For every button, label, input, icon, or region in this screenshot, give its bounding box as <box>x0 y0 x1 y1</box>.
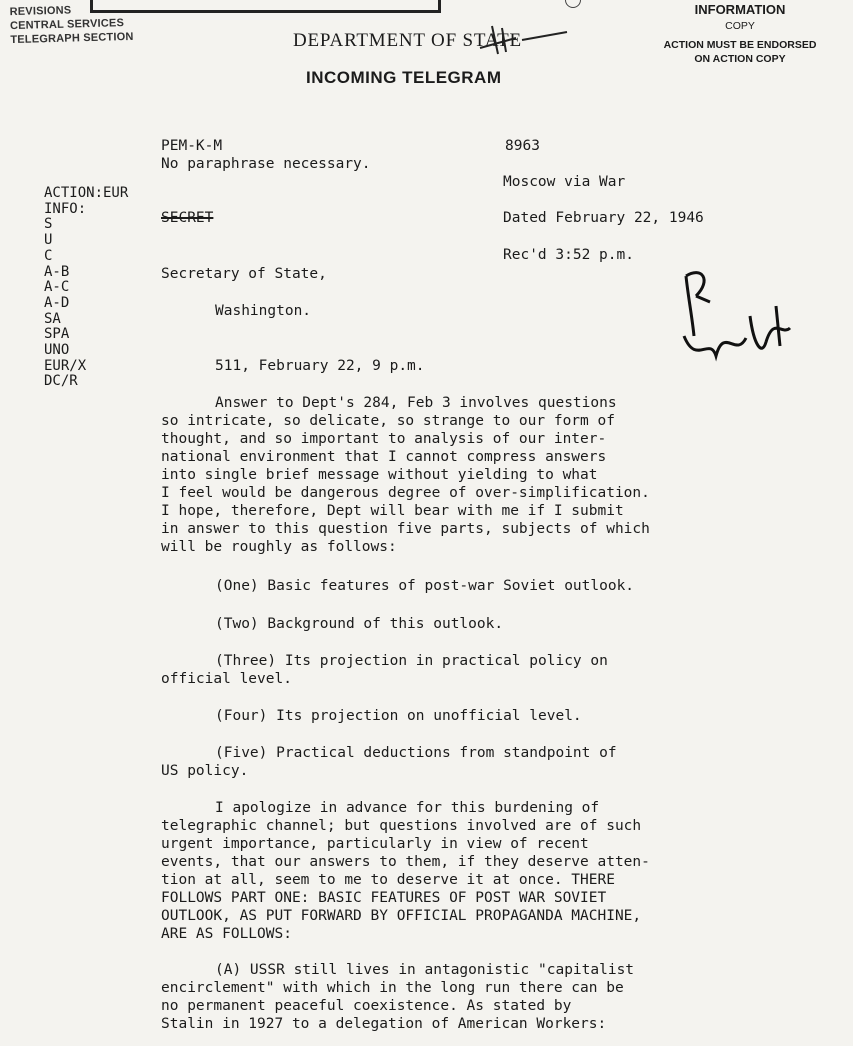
body-line: in answer to this question five parts, subjects of which <box>161 521 650 537</box>
list-item: (Two) Background of this outlook. <box>215 616 504 632</box>
list-item: (Three) Its projection in practical policy on <box>215 653 608 669</box>
routing-item: SPA <box>44 326 70 343</box>
info-action-line: ACTION MUST BE ENDORSED <box>663 39 817 51</box>
routing-item: C <box>44 247 53 264</box>
routing-item: UNO <box>44 342 70 359</box>
body-line: Stalin in 1927 to a delegation of American Workers: <box>161 1016 607 1032</box>
city-line: Washington. <box>215 303 312 319</box>
body-line: urgent importance, particularly in view of recent <box>161 836 589 852</box>
stamp-line: CENTRAL SERVICES <box>9 17 125 33</box>
routing-list <box>44 186 128 390</box>
info-copy-box <box>640 2 840 66</box>
body-line: telegraphic channel; but questions involved are of such <box>161 818 642 834</box>
routing-item: A-D <box>44 294 70 311</box>
routing-item: DC/R <box>44 373 78 390</box>
received-line: Rec'd 3:52 p.m. <box>503 247 634 263</box>
message-code: PEM-K-M <box>161 138 223 154</box>
body-line: I hope, therefore, Dept will bear with me if I submit <box>161 503 624 519</box>
body-line: will be roughly as follows: <box>161 539 397 555</box>
body-line: tion at all, seem to me to deserve it at once. THERE <box>161 872 615 888</box>
document-title: INCOMING TELEGRAM <box>306 68 502 87</box>
routing-item: ACTION:EUR <box>44 185 129 201</box>
routing-item: INFO: <box>44 200 87 217</box>
routing-item: EUR/X <box>44 357 87 374</box>
reference-line: 511, February 22, 9 p.m. <box>215 358 425 374</box>
info-action <box>640 38 840 66</box>
dated-line: Dated February 22, 1946 <box>503 210 704 226</box>
body-line: (A) USSR still lives in antagonistic "capitalist <box>215 962 635 978</box>
body-line: ARE AS FOLLOWS: <box>161 926 292 942</box>
list-item: (One) Basic features of post-war Soviet outlook. <box>215 578 635 594</box>
body-line: encirclement" with which in the long run there can be <box>161 980 624 996</box>
info-copy: COPY <box>725 20 755 32</box>
list-item: (Five) Practical deductions from standpoint of <box>215 745 617 761</box>
body-line: into single brief message without yielding to what <box>161 467 598 483</box>
stamp-line: TELEGRAPH SECTION <box>10 30 134 47</box>
department-heading: DEPARTMENT OF STATE <box>293 30 522 51</box>
classification-marking: SECRET <box>161 210 214 226</box>
routing-item: SA <box>44 310 61 327</box>
body-line: no permanent peaceful coexistence. As stated by <box>161 998 572 1014</box>
stamp-line: REVISIONS <box>9 4 72 19</box>
handwritten-initials <box>666 246 816 376</box>
routing-item: A-C <box>44 279 70 296</box>
info-label: INFORMATION <box>694 2 786 17</box>
paraphrase-note: No paraphrase necessary. <box>161 156 371 172</box>
origin-line: Moscow via War <box>503 174 626 190</box>
body-line: I apologize in advance for this burdening of <box>215 800 600 816</box>
body-line: thought, and so important to analysis of our inter- <box>161 431 607 447</box>
body-line: national environment that I cannot compress answers <box>161 449 607 465</box>
routing-stamp <box>9 1 170 47</box>
routing-item: A-B <box>44 263 70 280</box>
info-action-line: ON ACTION COPY <box>694 53 786 65</box>
body-line: FOLLOWS PART ONE: BASIC FEATURES OF POST WAR SOVIET <box>161 890 607 906</box>
list-item-cont: US policy. <box>161 763 249 779</box>
list-item: (Four) Its projection on unofficial level. <box>215 708 582 724</box>
message-number: 8963 <box>505 138 540 154</box>
body-line: Answer to Dept's 284, Feb 3 involves questions <box>215 395 617 411</box>
body-line: events, that our answers to them, if they deserve atten- <box>161 854 650 870</box>
punch-hole-mark <box>565 0 581 8</box>
body-line: so intricate, so delicate, so strange to our form of <box>161 413 615 429</box>
handwritten-correction-mark <box>472 18 572 58</box>
addressee-line: Secretary of State, <box>161 266 327 282</box>
routing-item: S <box>44 216 53 233</box>
routing-item: U <box>44 232 53 249</box>
body-line: I feel would be dangerous degree of over-simplification. <box>161 485 650 501</box>
list-item-cont: official level. <box>161 671 292 687</box>
body-line: OUTLOOK, AS PUT FORWARD BY OFFICIAL PROPAGANDA MACHINE, <box>161 908 642 924</box>
